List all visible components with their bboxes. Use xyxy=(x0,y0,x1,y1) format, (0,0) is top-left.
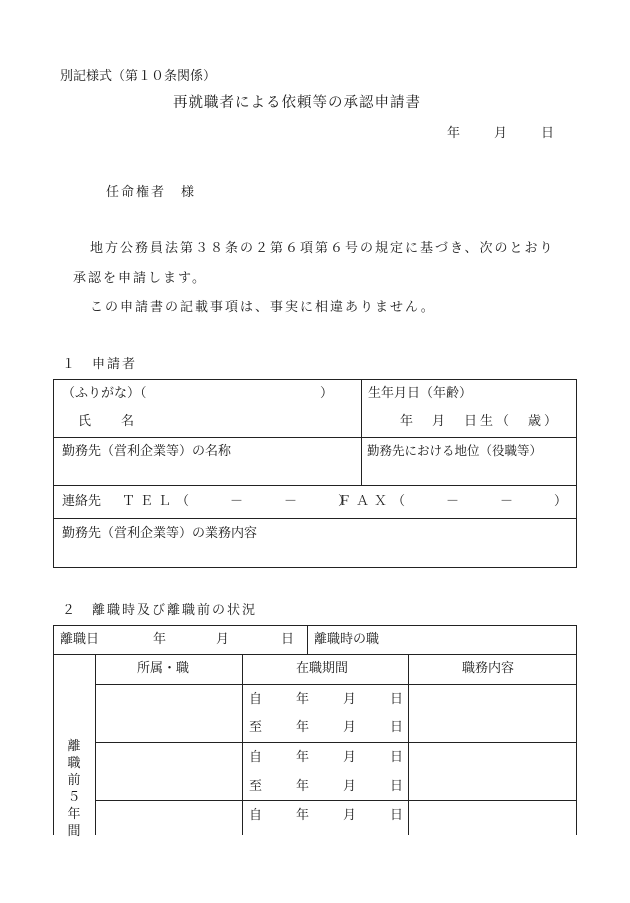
body-line-1: 地方公務員法第３８条の２第６項第６号の規定に基づき、次のとおり xyxy=(90,241,555,256)
date-day-label: 日 xyxy=(541,126,555,141)
name-label-2: 名 xyxy=(121,414,135,429)
business-label: 勤務先（営利企業等）の業務内容 xyxy=(62,526,258,541)
period-day: 日 xyxy=(390,808,404,823)
furigana-label: （ふりがな）（ xyxy=(62,386,147,401)
period-from: 自 xyxy=(249,808,263,823)
birthdate-value: 年 月 日生（ 歳） xyxy=(400,414,561,429)
employer-position-label: 勤務先における地位（役職等） xyxy=(367,443,543,458)
period-year: 年 xyxy=(296,779,310,794)
fax-label: ＦＡＸ（ － － ） xyxy=(338,494,573,509)
period-day: 日 xyxy=(390,720,404,735)
period-year: 年 xyxy=(296,720,310,735)
period-to: 至 xyxy=(249,720,263,735)
period-year: 年 xyxy=(296,692,310,707)
addressee: 任命権者 様 xyxy=(106,185,197,200)
col-period-header: 在職期間 xyxy=(296,661,349,676)
period-from: 自 xyxy=(249,750,263,765)
period-month: 月 xyxy=(343,692,357,707)
page-title: 再就職者による依頼等の承認申請書 xyxy=(173,95,421,111)
birthdate-label: 生年月日（年齢） xyxy=(368,386,473,401)
form-number-label: 別記様式（第１０条関係） xyxy=(60,69,217,84)
period-day: 日 xyxy=(390,779,404,794)
period-to: 至 xyxy=(249,779,263,794)
retire-post-label: 離職時の職 xyxy=(314,632,380,647)
period-year: 年 xyxy=(296,808,310,823)
period-year: 年 xyxy=(296,750,310,765)
section-2-heading: ２ 離職時及び離職前の状況 xyxy=(62,603,258,618)
period-from: 自 xyxy=(249,692,263,707)
pre-retirement-5years-label: 離職前５年間 xyxy=(67,739,81,839)
contact-label: 連絡先 xyxy=(62,494,102,509)
furigana-close: ） xyxy=(320,386,334,401)
retire-month: 月 xyxy=(216,632,230,647)
period-day: 日 xyxy=(390,750,404,765)
col-dept-header: 所属・職 xyxy=(137,661,190,676)
period-month: 月 xyxy=(343,808,357,823)
body-line-3: この申請書の記載事項は、事実に相違ありません。 xyxy=(90,300,436,315)
period-month: 月 xyxy=(343,779,357,794)
period-month: 月 xyxy=(343,750,357,765)
retire-year: 年 xyxy=(153,632,167,647)
section-1-heading: １ 申請者 xyxy=(62,357,138,372)
date-month-label: 月 xyxy=(494,126,508,141)
period-month: 月 xyxy=(343,720,357,735)
body-line-2: 承認を申請します。 xyxy=(73,271,207,286)
retire-day: 日 xyxy=(281,632,295,647)
tel-label: ＴＥＬ（ － － ） xyxy=(122,494,357,509)
date-year-label: 年 xyxy=(447,126,461,141)
retire-date-label: 離職日 xyxy=(60,632,100,647)
col-duties-header: 職務内容 xyxy=(462,661,515,676)
employer-name-label: 勤務先（営利企業等）の名称 xyxy=(62,444,232,459)
period-day: 日 xyxy=(390,692,404,707)
name-label-1: 氏 xyxy=(78,414,92,429)
